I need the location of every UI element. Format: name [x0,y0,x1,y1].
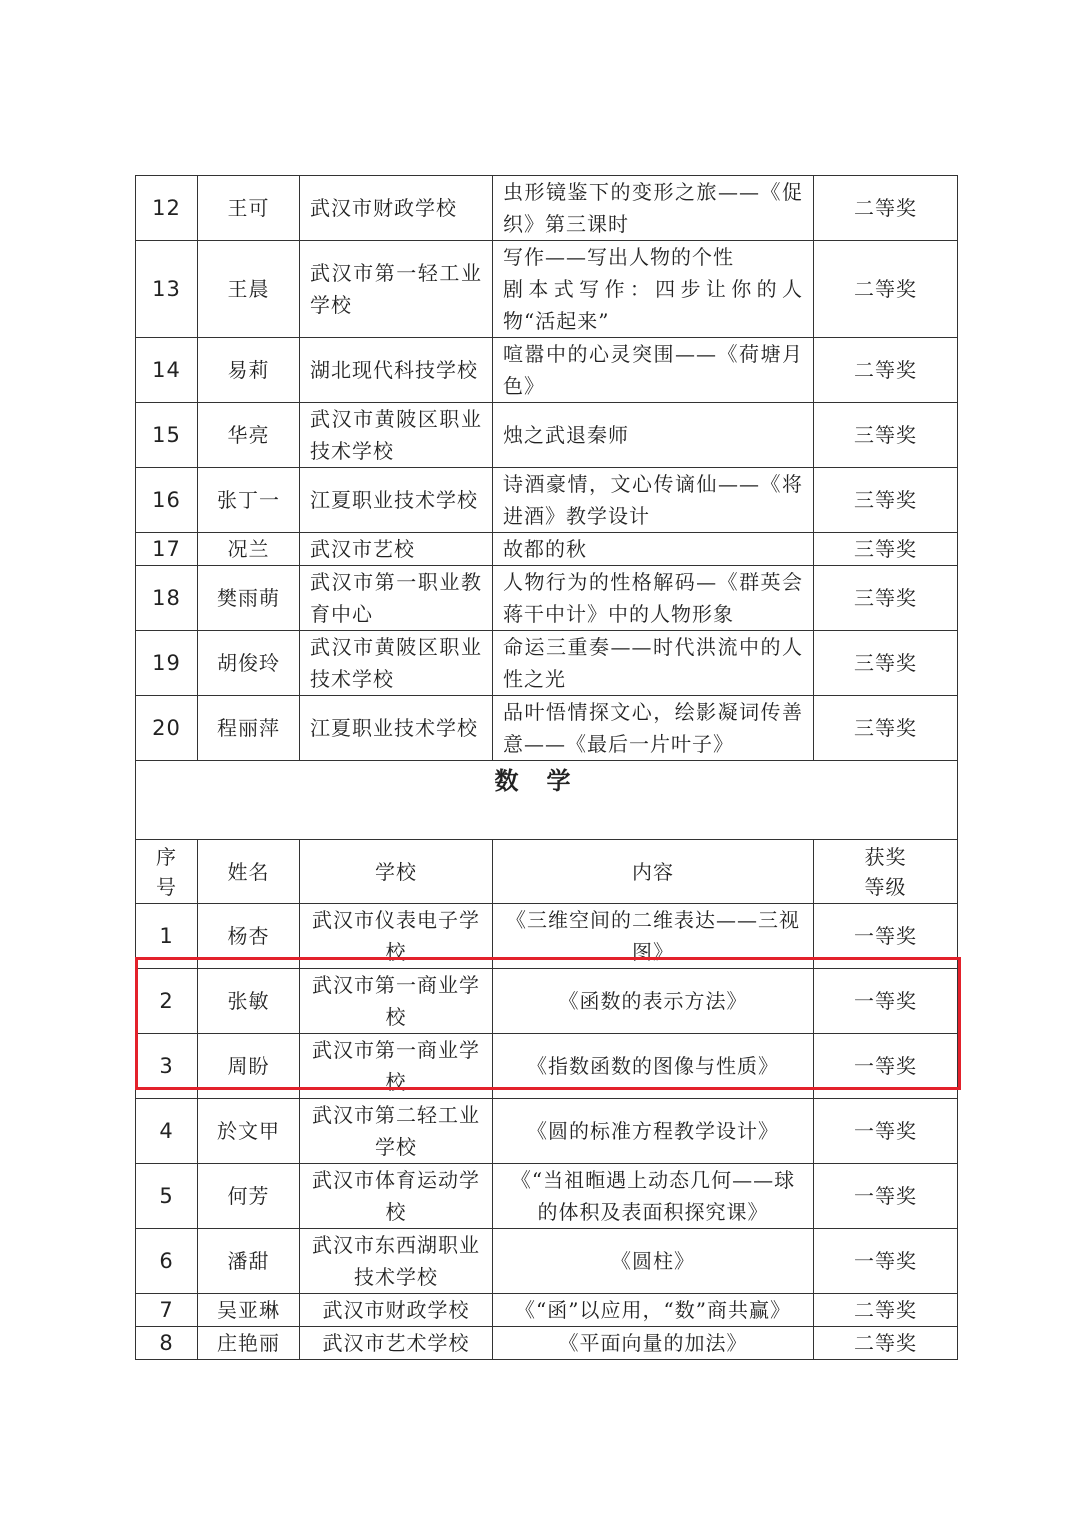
cell-school: 武汉市第二轻工业学校 [300,1099,493,1164]
cell-name: 易莉 [198,338,300,403]
section-title: 数学 [136,761,958,840]
language-rows [136,176,958,761]
cell-award: 二等奖 [814,338,958,403]
cell-content: 《函数的表示方法》 [493,969,814,1034]
cell-name: 庄艳丽 [198,1327,300,1360]
cell-name: 胡俊玲 [198,631,300,696]
cell-no: 2 [136,969,198,1034]
table-row [136,696,958,761]
cell-school: 武汉市财政学校 [300,176,493,241]
award-table [135,175,958,1360]
cell-award: 二等奖 [814,241,958,338]
cell-school: 武汉市第一职业教育中心 [300,566,493,631]
award-list-sheet [135,175,957,1360]
cell-content: 《“函”以应用，“数”商共赢》 [493,1294,814,1327]
cell-content: 品叶悟情探文心，绘影凝词传善意——《最后一片叶子》 [493,696,814,761]
cell-school: 武汉市第一轻工业学校 [300,241,493,338]
table-header-row [136,840,958,904]
cell-award: 三等奖 [814,566,958,631]
cell-no: 5 [136,1164,198,1229]
cell-content: 《“当祖暅遇上动态几何——球的体积及表面积探究课》 [493,1164,814,1229]
cell-no: 1 [136,904,198,969]
cell-no: 7 [136,1294,198,1327]
cell-award: 一等奖 [814,1099,958,1164]
cell-name: 於文甲 [198,1099,300,1164]
cell-no: 3 [136,1034,198,1099]
cell-name: 张丁一 [198,468,300,533]
cell-award: 二等奖 [814,176,958,241]
cell-content: 命运三重奏——时代洪流中的人性之光 [493,631,814,696]
table-row [136,631,958,696]
cell-content: 故都的秋 [493,533,814,566]
cell-name: 吴亚琳 [198,1294,300,1327]
cell-name: 王可 [198,176,300,241]
cell-no: 6 [136,1229,198,1294]
table-row [136,904,958,969]
cell-name: 樊雨萌 [198,566,300,631]
cell-no: 19 [136,631,198,696]
cell-award: 二等奖 [814,1327,958,1360]
cell-award: 三等奖 [814,403,958,468]
cell-award: 三等奖 [814,696,958,761]
cell-award: 三等奖 [814,631,958,696]
cell-school: 江夏职业技术学校 [300,696,493,761]
cell-school: 武汉市艺校 [300,533,493,566]
table-row [136,1294,958,1327]
cell-name: 王晨 [198,241,300,338]
cell-name: 况兰 [198,533,300,566]
header-name: 姓名 [198,840,300,904]
header-award: 获奖等级 [814,840,958,904]
cell-content: 《指数函数的图像与性质》 [493,1034,814,1099]
cell-no: 16 [136,468,198,533]
cell-no: 13 [136,241,198,338]
table-row [136,533,958,566]
header-school: 学校 [300,840,493,904]
cell-no: 14 [136,338,198,403]
table-row [136,403,958,468]
table-row [136,176,958,241]
cell-name: 华亮 [198,403,300,468]
cell-content: 《圆的标准方程教学设计》 [493,1099,814,1164]
table-row [136,241,958,338]
cell-no: 18 [136,566,198,631]
cell-award: 一等奖 [814,1229,958,1294]
cell-content: 《平面向量的加法》 [493,1327,814,1360]
cell-no: 17 [136,533,198,566]
cell-content: 《三维空间的二维表达——三视图》 [493,904,814,969]
cell-school: 武汉市体育运动学校 [300,1164,493,1229]
table-row [136,969,958,1034]
cell-school: 武汉市第一商业学校 [300,1034,493,1099]
table-row [136,1099,958,1164]
cell-school: 武汉市黄陂区职业技术学校 [300,631,493,696]
cell-no: 12 [136,176,198,241]
cell-school: 武汉市财政学校 [300,1294,493,1327]
cell-name: 杨杏 [198,904,300,969]
cell-award: 三等奖 [814,468,958,533]
cell-school: 湖北现代科技学校 [300,338,493,403]
header-no: 序号 [136,840,198,904]
cell-content: 写作——写出人物的个性 剧本式写作：四步让你的人物“活起来” [493,241,814,338]
table-row [136,1327,958,1360]
cell-school: 武汉市东西湖职业技术学校 [300,1229,493,1294]
cell-name: 周盼 [198,1034,300,1099]
math-rows [136,904,958,1360]
cell-award: 一等奖 [814,1034,958,1099]
math-section-title-row [136,761,958,840]
math-section [136,761,958,904]
table-row [136,1164,958,1229]
cell-school: 武汉市第一商业学校 [300,969,493,1034]
table-row [136,1229,958,1294]
cell-no: 8 [136,1327,198,1360]
cell-name: 程丽萍 [198,696,300,761]
cell-name: 何芳 [198,1164,300,1229]
cell-school: 武汉市黄陂区职业技术学校 [300,403,493,468]
cell-award: 三等奖 [814,533,958,566]
table-row [136,468,958,533]
cell-no: 4 [136,1099,198,1164]
cell-content: 人物行为的性格解码—《群英会蒋干中计》中的人物形象 [493,566,814,631]
cell-school: 江夏职业技术学校 [300,468,493,533]
table-row [136,338,958,403]
cell-content: 《圆柱》 [493,1229,814,1294]
cell-award: 一等奖 [814,904,958,969]
cell-name: 张敏 [198,969,300,1034]
cell-content: 烛之武退秦师 [493,403,814,468]
cell-award: 一等奖 [814,1164,958,1229]
cell-content: 诗酒豪情，文心传谪仙——《将进酒》教学设计 [493,468,814,533]
cell-name: 潘甜 [198,1229,300,1294]
cell-school: 武汉市仪表电子学校 [300,904,493,969]
table-row [136,1034,958,1099]
cell-school: 武汉市艺术学校 [300,1327,493,1360]
header-content: 内容 [493,840,814,904]
cell-award: 一等奖 [814,969,958,1034]
cell-no: 15 [136,403,198,468]
cell-content: 喧嚣中的心灵突围——《荷塘月色》 [493,338,814,403]
cell-content: 虫形镜鉴下的变形之旅——《促织》第三课时 [493,176,814,241]
cell-award: 二等奖 [814,1294,958,1327]
table-row [136,566,958,631]
cell-no: 20 [136,696,198,761]
